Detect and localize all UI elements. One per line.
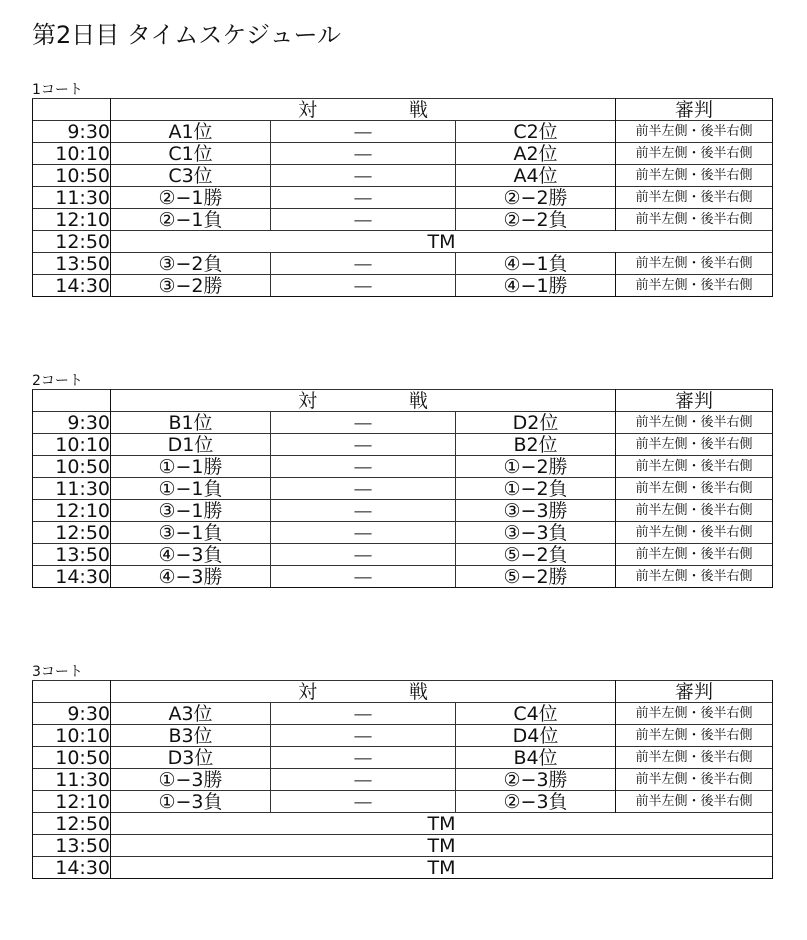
referee-cell: 前半左側・後半右側 [616, 544, 773, 566]
referee-cell: 前半左側・後半右側 [616, 434, 773, 456]
table-row [33, 143, 773, 165]
team1-cell: ③−2勝 [111, 275, 271, 297]
table-row [33, 478, 773, 500]
team2-cell: ②−3勝 [456, 769, 616, 791]
table-row [33, 231, 773, 253]
header-match-label-battle: 戦 [409, 680, 429, 703]
time-cell: 9:30 [33, 703, 111, 725]
timeout-cell: TM [111, 835, 773, 857]
team1-cell: ①−3負 [111, 791, 271, 813]
team1-cell: ②−1負 [111, 209, 271, 231]
header-time-cell [33, 390, 111, 412]
versus-dash: — [271, 165, 456, 187]
versus-dash: — [271, 143, 456, 165]
table-row [33, 566, 773, 588]
time-cell: 10:10 [33, 725, 111, 747]
court-label: 3コート [32, 664, 83, 680]
header-match-label-vs: 対 [297, 680, 317, 703]
header-match-label-vs: 対 [297, 389, 317, 412]
header-referee: 審判 [616, 390, 773, 412]
table-row [33, 500, 773, 522]
table-row [33, 275, 773, 297]
table-row [33, 434, 773, 456]
table-row [33, 769, 773, 791]
time-cell: 10:10 [33, 434, 111, 456]
referee-cell: 前半左側・後半右側 [616, 725, 773, 747]
versus-dash: — [271, 434, 456, 456]
time-cell: 14:30 [33, 857, 111, 879]
time-cell: 10:10 [33, 143, 111, 165]
team2-cell: B2位 [456, 434, 616, 456]
team2-cell: ④−1勝 [456, 275, 616, 297]
time-cell: 12:50 [33, 522, 111, 544]
table-row [33, 747, 773, 769]
referee-cell: 前半左側・後半右側 [616, 566, 773, 588]
timeout-cell: TM [111, 857, 773, 879]
referee-cell: 前半左側・後半右側 [616, 187, 773, 209]
page-title: 第2日目 タイムスケジュール [32, 21, 341, 49]
referee-cell: 前半左側・後半右側 [616, 522, 773, 544]
court-label: 1コート [32, 82, 83, 98]
team2-cell: ②−2勝 [456, 187, 616, 209]
team2-cell: D4位 [456, 725, 616, 747]
time-cell: 10:50 [33, 165, 111, 187]
table-row [33, 456, 773, 478]
time-cell: 9:30 [33, 412, 111, 434]
team1-cell: ②−1勝 [111, 187, 271, 209]
time-cell: 9:30 [33, 121, 111, 143]
time-cell: 13:50 [33, 835, 111, 857]
table-header-row [33, 99, 773, 121]
table-row [33, 412, 773, 434]
time-cell: 10:50 [33, 747, 111, 769]
team2-cell: A4位 [456, 165, 616, 187]
versus-dash: — [271, 703, 456, 725]
team2-cell: ①−2負 [456, 478, 616, 500]
table-row [33, 121, 773, 143]
table-header-row [33, 681, 773, 703]
team1-cell: C1位 [111, 143, 271, 165]
versus-dash: — [271, 121, 456, 143]
header-match-label-vs: 対 [297, 98, 317, 121]
time-cell: 13:50 [33, 544, 111, 566]
team1-cell: A3位 [111, 703, 271, 725]
versus-dash: — [271, 725, 456, 747]
team1-cell: ③−2負 [111, 253, 271, 275]
versus-dash: — [271, 275, 456, 297]
team2-cell: ⑤−2勝 [456, 566, 616, 588]
table-row [33, 522, 773, 544]
table-header-row [33, 390, 773, 412]
versus-dash: — [271, 566, 456, 588]
team1-cell: B3位 [111, 725, 271, 747]
versus-dash: — [271, 544, 456, 566]
referee-cell: 前半左側・後半右側 [616, 253, 773, 275]
team1-cell: A1位 [111, 121, 271, 143]
team1-cell: D1位 [111, 434, 271, 456]
team1-cell: C3位 [111, 165, 271, 187]
header-referee: 審判 [616, 99, 773, 121]
referee-cell: 前半左側・後半右側 [616, 791, 773, 813]
team2-cell: ③−3勝 [456, 500, 616, 522]
versus-dash: — [271, 747, 456, 769]
table-row [33, 703, 773, 725]
schedule-table [32, 98, 773, 297]
team2-cell: C2位 [456, 121, 616, 143]
table-row [33, 253, 773, 275]
table-row [33, 725, 773, 747]
team2-cell: ④−1負 [456, 253, 616, 275]
team2-cell: ②−2負 [456, 209, 616, 231]
referee-cell: 前半左側・後半右側 [616, 412, 773, 434]
referee-cell: 前半左側・後半右側 [616, 121, 773, 143]
time-cell: 11:30 [33, 187, 111, 209]
team1-cell: ③−1勝 [111, 500, 271, 522]
versus-dash: — [271, 791, 456, 813]
versus-dash: — [271, 478, 456, 500]
team2-cell: B4位 [456, 747, 616, 769]
team2-cell: A2位 [456, 143, 616, 165]
schedule-table [32, 389, 773, 588]
versus-dash: — [271, 500, 456, 522]
table-row [33, 813, 773, 835]
timeout-cell: TM [111, 231, 773, 253]
header-match-cell [111, 99, 616, 121]
table-row [33, 544, 773, 566]
team2-cell: ⑤−2負 [456, 544, 616, 566]
time-cell: 14:30 [33, 566, 111, 588]
table-row [33, 835, 773, 857]
time-cell: 11:30 [33, 769, 111, 791]
header-match-cell [111, 681, 616, 703]
table-row [33, 791, 773, 813]
team1-cell: ①−3勝 [111, 769, 271, 791]
versus-dash: — [271, 187, 456, 209]
header-referee: 審判 [616, 681, 773, 703]
time-cell: 11:30 [33, 478, 111, 500]
schedule-table [32, 680, 773, 879]
header-match-label-battle: 戦 [409, 98, 429, 121]
referee-cell: 前半左側・後半右側 [616, 456, 773, 478]
versus-dash: — [271, 209, 456, 231]
time-cell: 12:10 [33, 209, 111, 231]
team2-cell: D2位 [456, 412, 616, 434]
referee-cell: 前半左側・後半右側 [616, 275, 773, 297]
table-row [33, 857, 773, 879]
referee-cell: 前半左側・後半右側 [616, 500, 773, 522]
timeout-cell: TM [111, 813, 773, 835]
referee-cell: 前半左側・後半右側 [616, 703, 773, 725]
versus-dash: — [271, 253, 456, 275]
team2-cell: ①−2勝 [456, 456, 616, 478]
team1-cell: ①−1負 [111, 478, 271, 500]
team1-cell: ④−3勝 [111, 566, 271, 588]
time-cell: 10:50 [33, 456, 111, 478]
team2-cell: ③−3負 [456, 522, 616, 544]
referee-cell: 前半左側・後半右側 [616, 143, 773, 165]
time-cell: 12:10 [33, 791, 111, 813]
time-cell: 12:50 [33, 813, 111, 835]
court-label: 2コート [32, 373, 83, 389]
referee-cell: 前半左側・後半右側 [616, 209, 773, 231]
versus-dash: — [271, 522, 456, 544]
referee-cell: 前半左側・後半右側 [616, 165, 773, 187]
team1-cell: B1位 [111, 412, 271, 434]
versus-dash: — [271, 412, 456, 434]
team2-cell: ②−3負 [456, 791, 616, 813]
header-time-cell [33, 681, 111, 703]
versus-dash: — [271, 456, 456, 478]
time-cell: 13:50 [33, 253, 111, 275]
team1-cell: ③−1負 [111, 522, 271, 544]
header-time-cell [33, 99, 111, 121]
referee-cell: 前半左側・後半右側 [616, 478, 773, 500]
versus-dash: — [271, 769, 456, 791]
time-cell: 12:50 [33, 231, 111, 253]
header-match-cell [111, 390, 616, 412]
referee-cell: 前半左側・後半右側 [616, 747, 773, 769]
table-row [33, 209, 773, 231]
referee-cell: 前半左側・後半右側 [616, 769, 773, 791]
header-match-label-battle: 戦 [409, 389, 429, 412]
team1-cell: D3位 [111, 747, 271, 769]
team2-cell: C4位 [456, 703, 616, 725]
table-row [33, 187, 773, 209]
team1-cell: ④−3負 [111, 544, 271, 566]
team1-cell: ①−1勝 [111, 456, 271, 478]
table-row [33, 165, 773, 187]
time-cell: 14:30 [33, 275, 111, 297]
time-cell: 12:10 [33, 500, 111, 522]
